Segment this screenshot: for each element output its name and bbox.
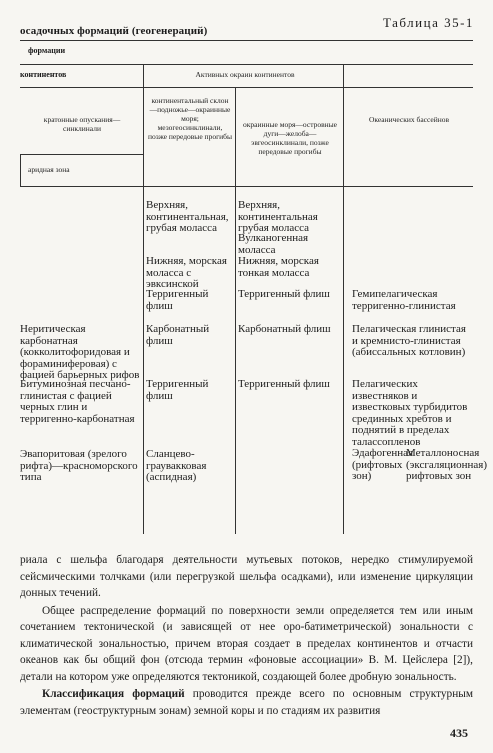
- cell-edaphogenic: Эдафогенная (рифтовых зон): [352, 447, 414, 483]
- paragraph-2: Общее распределение формаций по поверхности земли определяется тем или иным сочетанием тектонической (и зависящей от нее оро-батиметрической) зональности с климатической зональностью, причем вторая создает в пределах континентов и отчасти океанов как бы общий фон (отсюда термин «фоновые ассоциации» В. М. Цейслера [2]), детали на котором уже определяются тектоникой, создающей более дробную зональность.: [20, 604, 473, 683]
- cell-shale-greywacke: Сланцево-граувакковая (аспидная): [146, 448, 207, 484]
- paragraph-3-rest: проводится прежде всего по основным структурным элементам (геоструктурным зонам) земной коры и по стадиям их развития: [20, 688, 473, 717]
- page-number: 435: [450, 726, 468, 740]
- cell-carbonate-flysch-c2: Карбонатный флиш: [146, 323, 210, 347]
- cell-pelagic-clay: Пелагическая глинистая и кремнисто-глинистая (абиссальных котловин): [352, 323, 466, 359]
- header-active-margins: Активных окраин континентов: [195, 70, 295, 79]
- cell-lower-molasse-c2: Нижняя, морская моласса с эвксинской: [146, 255, 227, 291]
- classification-term: Классификация формаций: [42, 688, 185, 700]
- cell-neritic-carbonate: Неритическая карбонатная (кокколитофоридовая и фораминиферовая) с фацией барьерных рифов: [20, 323, 140, 382]
- table-caption: осадочных формаций (геогенераций): [20, 25, 208, 37]
- paragraph-1: риала с шельфа благодаря деятельности мутьевых потоков, нередко стимулируемой сейсмическими толчками (или перегрузкой шельфа осадками), или изменение циркуляции донных течений.: [20, 554, 473, 599]
- paragraph-3: [20, 686, 473, 719]
- cell-carbonate-flysch-c3: Карбонатный флиш: [238, 323, 331, 335]
- cell-metalliferous: Металлоносная (эксгаляционная) рифтовых зон: [406, 447, 488, 483]
- cell-upper-molasse-c3: Верхняя, континентальная грубая моласса: [238, 199, 318, 235]
- cell-terrigenous-flysch-c3b: Терригенный флиш: [238, 378, 330, 390]
- header-arid-zone: аридная зона: [28, 165, 70, 174]
- cell-bituminous: Битуминозная песчано-глинистая с фацией черных глин и терригенно-карбонатная: [20, 378, 135, 425]
- header-formations: формации: [28, 46, 66, 55]
- cell-terrigenous-flysch-c3a: Терригенный флиш: [238, 288, 330, 300]
- cell-hemipelagic: Гемипелагическая терригенно-глинистая: [352, 288, 456, 312]
- cell-terrigenous-flysch-c2a: Терригенный флиш: [146, 288, 209, 312]
- cell-pelagic-limestone: Пелагических известняков и известковых турбидитов срединных хребтов и поднятий в пределах талассопленов: [352, 378, 468, 448]
- header-oceanic: Океанических бассейнов: [368, 115, 450, 124]
- cell-upper-molasse-c2: Верхняя, континентальная, грубая моласса: [146, 199, 229, 235]
- body-text: [20, 552, 473, 719]
- cell-terrigenous-flysch-c2b: Терригенный флиш: [146, 378, 209, 402]
- cell-volcanogenic-molasse: Вулканогенная моласса: [238, 232, 309, 256]
- header-cratonic: кратонные опускания—синклинали: [43, 115, 121, 133]
- cell-evaporite: Эвапоритовая (зрелого рифта)—красноморского типа: [20, 448, 138, 484]
- table-number: Таблица 35-1: [383, 15, 474, 30]
- header-marginal-seas: окраинные моря—островные дуги—желоба—эвгеосинклинали, позже передовые прогибы: [242, 120, 337, 156]
- header-continents: континентов: [20, 70, 67, 79]
- header-slope: континентальный склон—подножье—окраинные моря; мезогеосинклинали, позже передовые прогибы: [148, 96, 233, 141]
- cell-lower-molasse-c3: Нижняя, морская тонкая моласса: [238, 255, 319, 279]
